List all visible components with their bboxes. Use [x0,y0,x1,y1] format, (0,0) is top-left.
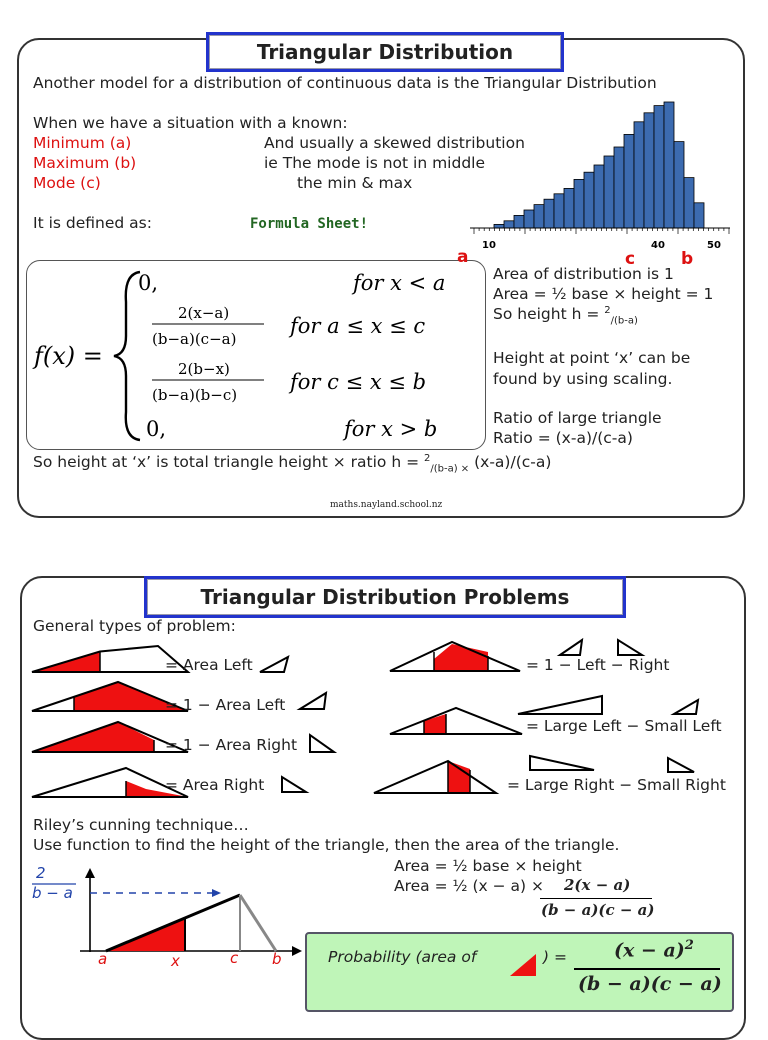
histogram-bar [494,224,504,228]
probability-close: ) = [543,948,567,966]
case2-den: (b−a)(c−a) [152,330,237,348]
graph-height-num: 2 [36,864,46,882]
general-types: General types of problem: [33,617,236,635]
histogram-bar [554,194,564,228]
problem-1-minus-area-right: = 1 − Area Right [165,736,298,754]
slide-1-title: Triangular Distribution [206,32,564,72]
note-skewed: And usually a skewed distribution [264,134,525,152]
case2-cond: for a ≤ x ≤ c [290,314,426,338]
case3-num: 2(b−x) [178,360,230,378]
graph-label-b: b [272,950,282,968]
area-fraction-den: (b − a)(c − a) [541,901,655,919]
formula-sheet-note: Formula Sheet! [250,216,369,232]
probability-exp: 2 [684,938,694,953]
fx-label: f(x) = [34,342,103,370]
piecewise-formula [28,262,484,448]
probability-num-text: (x − a) [614,939,685,962]
hist-tick-10: 10 [482,240,496,251]
note-height-lead: So height h = [493,305,605,324]
histogram-bar [524,210,534,228]
slide-2-title: Triangular Distribution Problems [144,576,626,618]
graph-label-c: c [230,949,239,967]
histogram-bar [684,178,694,228]
histogram-bar [534,205,544,228]
problem-area-left: = Area Left [165,656,253,674]
problem-area-right: = Area Right [165,776,265,794]
param-mode: Mode (c) [33,174,101,192]
defined-as: It is defined as: [33,214,152,232]
graph-height-den: b − a [32,884,73,902]
histogram-bar [504,221,514,228]
known-lead: When we have a situation with a known: [33,114,348,132]
intro-text: Another model for a distribution of continuous data is the Triangular Distribution [33,74,657,92]
note-ratio: Ratio = (x-a)/(c-a) [493,429,633,447]
histogram-bar [634,122,644,228]
problem-large-small-left: = Large Left − Small Left [526,717,722,735]
triangular-histogram [470,96,740,271]
probability-den: (b − a)(c − a) [578,973,722,995]
hist-marker-b: b [681,249,694,269]
note-area-1: Area of distribution is 1 [493,265,674,283]
note-height-sub: /(b-a) [610,315,638,327]
case4-value: 0, [146,417,167,441]
histogram-bar [664,102,674,228]
histogram-bar [674,142,684,228]
height-at-x [33,453,551,474]
area-formula-2: Area = ½ (x − a) × [394,877,544,895]
height-at-x-sup: 2 [423,453,431,464]
histogram-bar [694,203,704,228]
graph-label-a: a [98,950,108,968]
note-height-sup: 2 [604,305,611,316]
hist-tick-50: 50 [707,240,721,251]
height-at-x-lead: So height at ‘x’ is total triangle height × ratio h = [33,453,424,472]
problem-1-minus-area-left: = 1 − Area Left [165,696,286,714]
histogram-bar [564,188,574,228]
probability-num [614,938,694,961]
note-ratio-large: Ratio of large triangle [493,409,662,427]
histogram-bar [644,113,654,228]
height-at-x-sub: /(b-a) × [430,463,470,475]
red-triangle-icon [508,950,540,978]
histogram-bar [604,156,614,228]
area-fraction-num: 2(x − a) [564,876,631,894]
note-scaling: found by using scaling. [493,370,673,388]
case4-cond: for x > b [344,417,438,441]
histogram-bar [514,215,524,228]
hist-tick-40: 40 [651,240,665,251]
case3-cond: for c ≤ x ≤ b [290,370,427,394]
probability-label: Probability (area of [328,948,477,966]
graph-label-x: x [171,952,180,970]
histogram-bar [614,147,624,228]
note-height [493,305,638,326]
source-credit: maths.nayland.school.nz [330,500,443,510]
technique-graph [28,860,318,975]
histogram-bar [624,134,634,228]
case1-cond: for x < a [353,271,446,295]
histogram-bar [544,199,554,228]
histogram-bar [654,106,664,228]
param-max: Maximum (b) [33,154,137,172]
area-fraction-bar [540,898,652,899]
problem-1-minus-left-right: = 1 − Left − Right [526,656,670,674]
hist-marker-a: a [457,247,469,267]
note-area-formula: Area = ½ base × height = 1 [493,285,714,303]
riley-instruction: Use function to find the height of the triangle, then the area of the triangle. [33,836,620,854]
note-mode: ie The mode is not in middle [264,154,486,172]
note-point-x: Height at point ‘x’ can be [493,349,691,367]
case2-num: 2(x−a) [178,304,230,322]
histogram-bar [574,179,584,228]
histogram-bar [594,165,604,228]
height-at-x-tail: (x-a)/(c-a) [469,453,552,472]
histogram-bar [584,172,594,228]
problem-large-small-right: = Large Right − Small Right [507,776,726,794]
note-minmax: the min & max [297,174,413,192]
probability-fraction-bar [574,968,720,970]
case1-value: 0, [138,271,159,295]
riley-technique: Riley’s cunning technique… [33,816,249,834]
hist-marker-c: c [625,249,636,269]
case3-den: (b−a)(b−c) [152,386,238,404]
area-formula-1: Area = ½ base × height [394,857,582,875]
param-min: Minimum (a) [33,134,132,152]
